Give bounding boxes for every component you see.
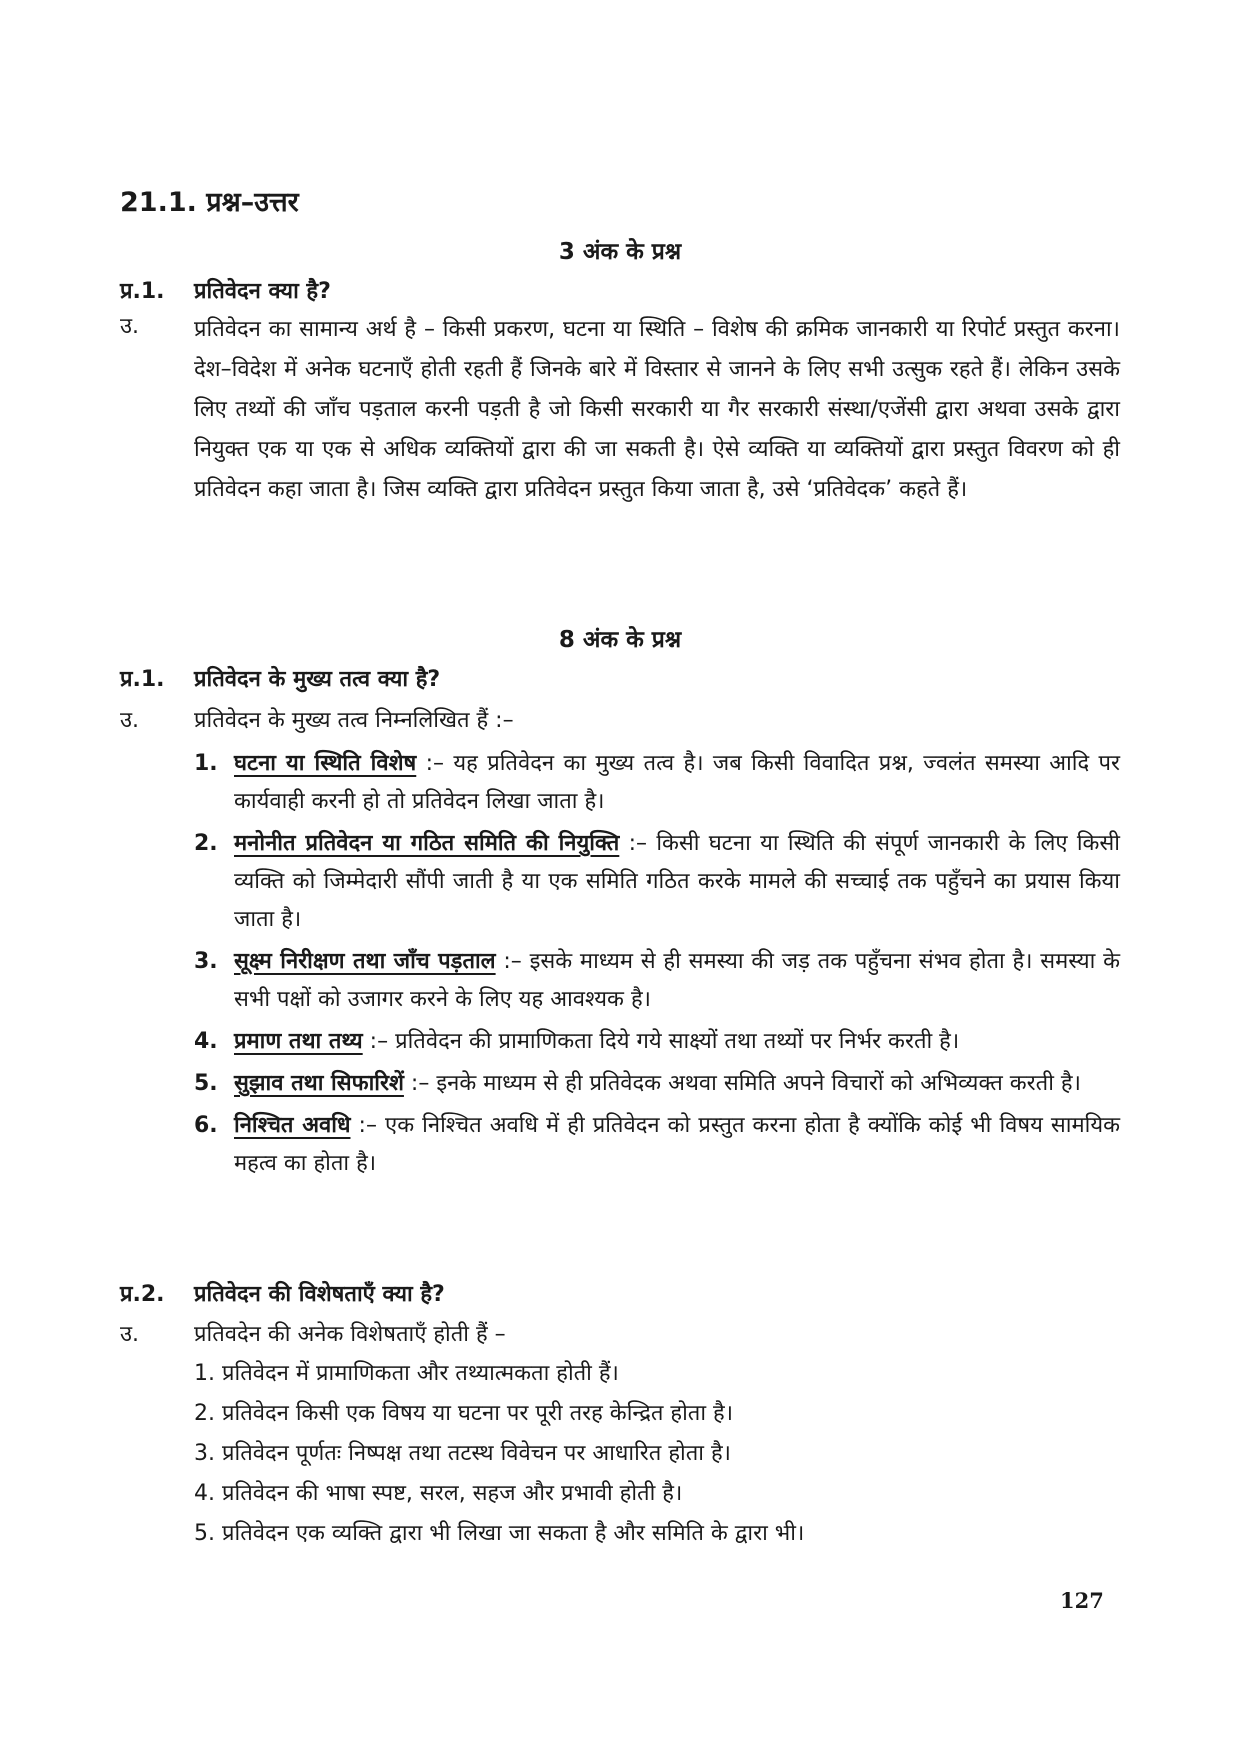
item-number: 5. <box>194 1071 218 1096</box>
question-label: प्र.1. <box>120 667 165 692</box>
answer-label: उ. <box>120 1322 140 1347</box>
list-item: 2. प्रतिवेदन किसी एक विषय या घटना पर पूरी तरह केन्द्रित होता है। <box>194 1401 734 1426</box>
item-term: प्रमाण तथा तथ्य <box>234 1029 363 1054</box>
item-number: 4. <box>194 1029 218 1054</box>
subhead-eight-marks: 8 अंक के प्रश्न <box>558 627 682 653</box>
list-item <box>194 1065 1120 1103</box>
question-text: प्रतिवेदन की विशेषताएँ क्या है? <box>194 1282 445 1307</box>
item-number: 1. <box>194 751 218 776</box>
item-text: :– प्रतिवेदन की प्रामाणिकता दिये गये साक्ष्यों तथा तथ्यों पर निर्भर करती है। <box>362 1029 960 1054</box>
list-item <box>194 825 1120 939</box>
item-term: सुझाव तथा सिफारिशें <box>234 1071 404 1096</box>
item-text: :– किसी घटना या स्थिति की संपूर्ण जानकारी के लिए किसी व्यक्ति को जिम्मेदारी सौंपी जाती है या एक समिति गठित करके मामले की सच्चाई तक पहुँचने का प्रयास किया जाता है। <box>234 831 1120 932</box>
item-number: 3. <box>194 949 218 974</box>
question-label: प्र.2. <box>120 1282 165 1307</box>
question-label: प्र.1. <box>120 279 165 304</box>
question-text: प्रतिवेदन के मुख्य तत्व क्या है? <box>194 667 441 692</box>
answer-label: उ. <box>120 314 140 339</box>
item-term: निश्चित अवधि <box>234 1113 351 1138</box>
answer-intro: प्रतिवेदन के मुख्य तत्व निम्नलिखित हैं :– <box>194 708 514 733</box>
list-item: 5. प्रतिवेदन एक व्यक्ति द्वारा भी लिखा जा सकता है और समिति के द्वारा भी। <box>194 1521 805 1546</box>
item-text: :– इसके माध्यम से ही समस्या की जड़ तक पहुँचना संभव होता है। समस्या के सभी पक्षों को उजागर करने के लिए यह आवश्यक है। <box>234 949 1120 1012</box>
item-text: :– एक निश्चित अवधि में ही प्रतिवेदन को प्रस्तुत करना होता है क्योंकि कोई भी विषय सामयिक महत्व का होता है। <box>234 1113 1120 1176</box>
page-number: 127 <box>1060 1588 1104 1613</box>
list-item <box>194 1023 1120 1061</box>
features-list <box>194 1354 1120 1554</box>
question-text: प्रतिवेदन क्या है? <box>194 279 331 304</box>
list-item <box>194 1107 1120 1183</box>
item-number: 2. <box>194 831 218 856</box>
list-item: 3. प्रतिवेदन पूर्णतः निष्पक्ष तथा तटस्थ विवेचन पर आधारित होता है। <box>194 1441 731 1466</box>
item-term: सूक्ष्म निरीक्षण तथा जाँच पड़ताल <box>234 949 496 974</box>
list-item: 1. प्रतिवेदन में प्रामाणिकता और तथ्यात्मकता होती हैं। <box>194 1361 619 1386</box>
item-term: मनोनीत प्रतिवेदन या गठित समिति की नियुक्ति <box>234 831 620 856</box>
answer-label: उ. <box>120 708 140 733</box>
answer-paragraph: प्रतिवेदन का सामान्य अर्थ है – किसी प्रकरण, घटना या स्थिति – विशेष की क्रमिक जानकारी या रिपोर्ट प्रस्तुत करना। देश–विदेश में अनेक घटनाएँ होती रहती हैं जिनके बारे में विस्तार से जानने के लिए सभी उत्सुक रहते हैं। लेकिन उसके लिए तथ्यों की जाँच पड़ताल करनी पड़ती है जो किसी सरकारी या गैर सरकारी संस्था/एजेंसी द्वारा अथवा उसके द्वारा नियुक्त एक या एक से अधिक व्यक्तियों द्वारा की जा सकती है। ऐसे व्यक्ति या व्यक्तियों द्वारा प्रस्तुत विवरण को ही प्रतिवेदन कहा जाता है। जिस व्यक्ति द्वारा प्रतिवेदन प्रस्तुत किया जाता है, उसे ‘प्रतिवेदक’ कहते हैं। <box>194 317 1120 502</box>
subhead-three-marks: 3 अंक के प्रश्न <box>558 239 682 265</box>
item-text: :– इनके माध्यम से ही प्रतिवेदक अथवा समिति अपने विचारों को अभिव्यक्त करती है। <box>403 1071 1081 1096</box>
item-text: :– यह प्रतिवेदन का मुख्य तत्व है। जब किसी विवादित प्रश्न, ज्वलंत समस्या आदि पर कार्यवाही करनी हो तो प्रतिवेदन लिखा जाता है। <box>234 751 1120 814</box>
list-item: 4. प्रतिवेदन की भाषा स्पष्ट, सरल, सहज और प्रभावी होती है। <box>194 1481 683 1506</box>
answer-intro: प्रतिवदेन की अनेक विशेषताएँ होती हैं – <box>194 1322 506 1347</box>
list-item <box>194 745 1120 821</box>
item-term: घटना या स्थिति विशेष <box>234 751 417 776</box>
list-item <box>194 943 1120 1019</box>
elements-list <box>194 745 1120 1183</box>
section-title: 21.1. प्रश्न–उत्तर <box>120 187 299 218</box>
item-number: 6. <box>194 1113 218 1138</box>
